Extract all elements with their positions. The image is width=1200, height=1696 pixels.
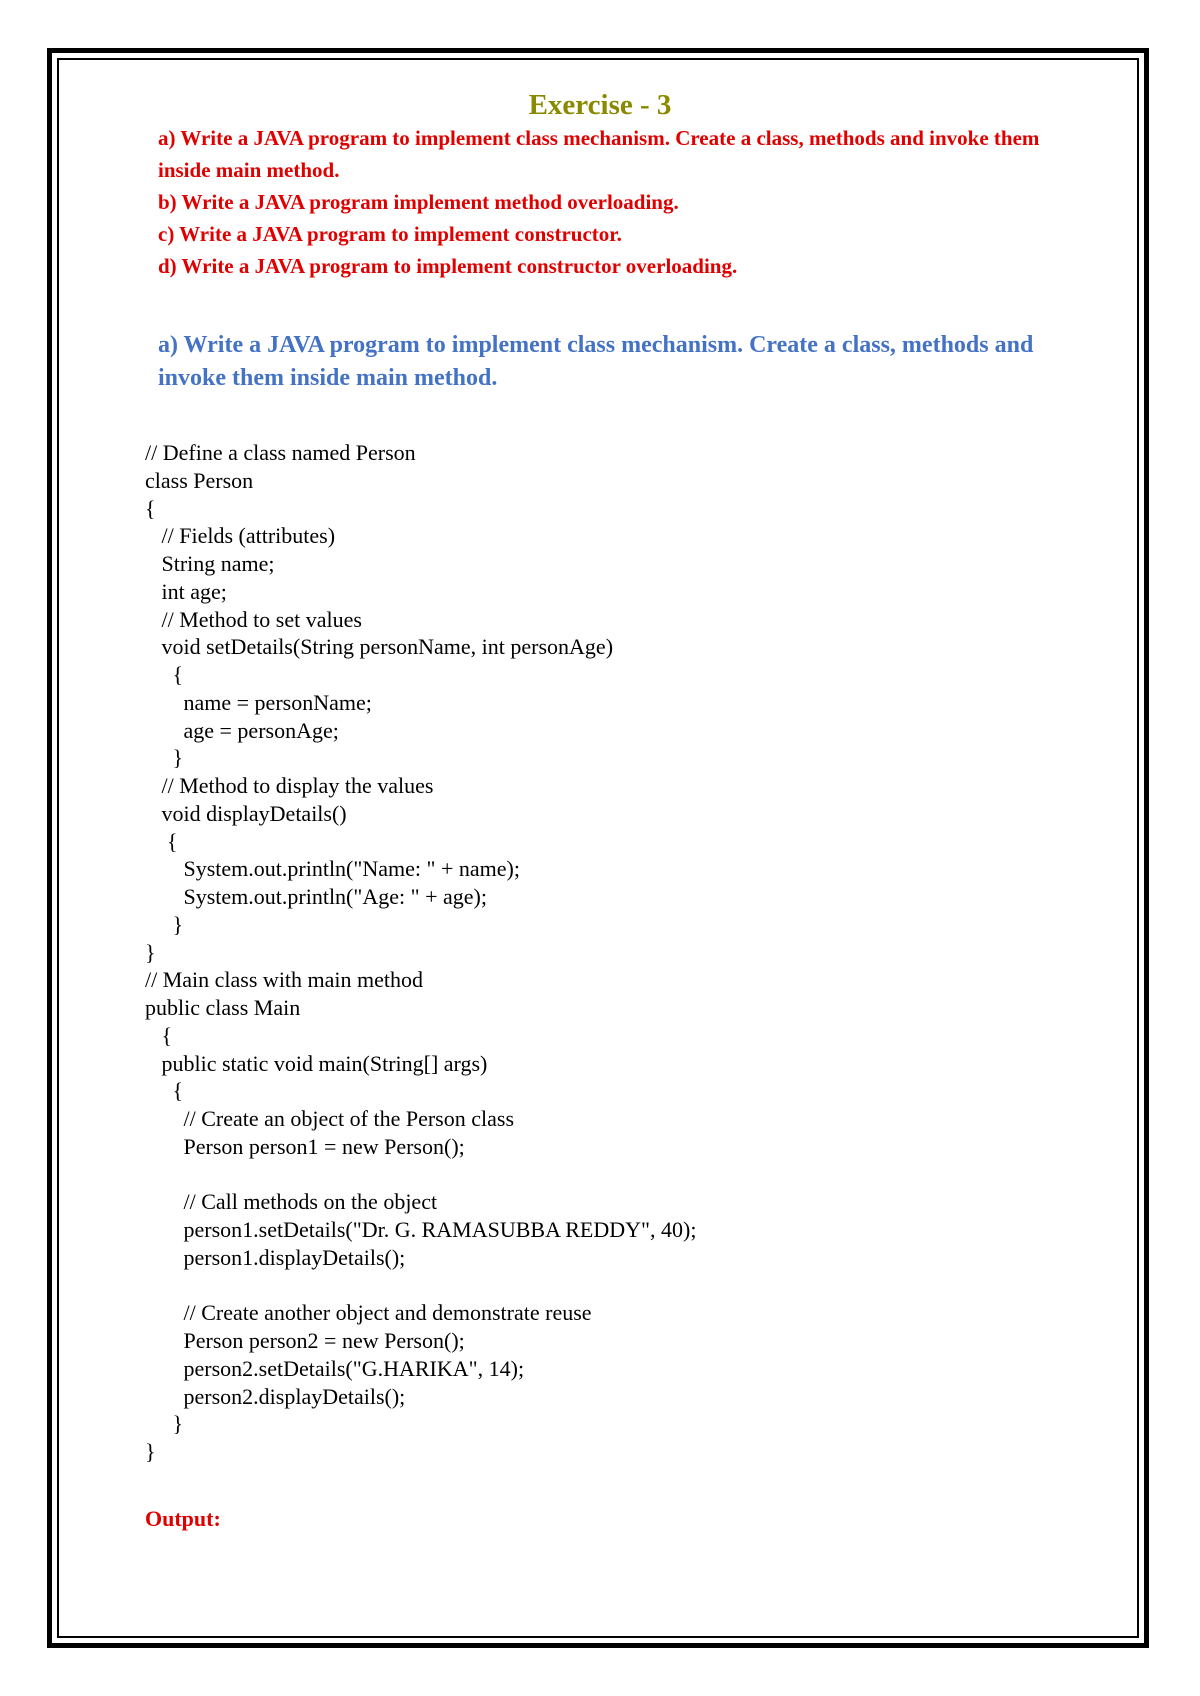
code-line: class Person <box>145 467 254 493</box>
code-line: { <box>145 1078 184 1104</box>
code-line: } <box>145 911 184 937</box>
code-line: name = personName; <box>145 689 372 715</box>
code-line: // Fields (attributes) <box>145 523 336 549</box>
task-item-b: b) Write a JAVA program implement method overloading. <box>158 190 679 214</box>
code-line: { <box>145 495 156 521</box>
code-line: // Method to display the values <box>145 773 434 798</box>
code-line: person1.setDetails("Dr. G. RAMASUBBA REDDY", 40); <box>145 1217 697 1242</box>
code-line: int age; <box>145 578 227 604</box>
task-item-d: d) Write a JAVA program to implement constructor overloading. <box>158 254 738 278</box>
code-line: person2.displayDetails(); <box>145 1383 406 1409</box>
code-line: // Method to set values <box>145 606 362 632</box>
code-line: System.out.println("Name: " + name); <box>145 856 520 882</box>
code-line: // Main class with main method <box>145 967 424 993</box>
code-line <box>145 1272 1045 1300</box>
task-item-a: a) Write a JAVA program to implement class mechanism. Create a class, methods and invoke them inside main method. <box>158 126 1045 182</box>
task-item-c: c) Write a JAVA program to implement constructor. <box>158 222 622 246</box>
output-label: Output: <box>145 1506 221 1531</box>
code-line: { <box>145 662 184 687</box>
code-line: // Create an object of the Person class <box>145 1106 515 1131</box>
code-line: public static void main(String[] args) <box>145 1050 488 1076</box>
task-list <box>158 122 1078 282</box>
code-line: public class Main <box>145 995 301 1020</box>
code-line: // Define a class named Person <box>145 440 416 465</box>
code-line: person1.displayDetails(); <box>145 1244 406 1270</box>
code-listing <box>145 439 1045 1466</box>
code-line: } <box>145 939 156 965</box>
code-line: age = personAge; <box>145 717 339 743</box>
exercise-title: Exercise - 3 <box>528 89 672 121</box>
code-line: System.out.println("Age: " + age); <box>145 884 487 909</box>
code-line <box>145 1161 1045 1189</box>
code-line: Person person2 = new Person(); <box>145 1328 465 1353</box>
code-line: // Create another object and demonstrate reuse <box>145 1300 592 1326</box>
code-line: { <box>145 1022 173 1048</box>
code-line: } <box>145 1439 156 1464</box>
code-line: } <box>145 745 184 771</box>
code-line: person2.setDetails("G.HARIKA", 14); <box>145 1355 525 1381</box>
code-line: void displayDetails() <box>145 800 347 826</box>
code-line: } <box>145 1411 184 1437</box>
section-heading: a) Write a JAVA program to implement class mechanism. Create a class, methods and invoke them inside main method. <box>158 332 1034 391</box>
code-line: void setDetails(String personName, int personAge) <box>145 634 614 660</box>
code-line: { <box>145 828 178 854</box>
code-line: // Call methods on the object <box>145 1189 438 1215</box>
code-line: Person person1 = new Person(); <box>145 1133 465 1159</box>
code-line: String name; <box>145 551 275 576</box>
